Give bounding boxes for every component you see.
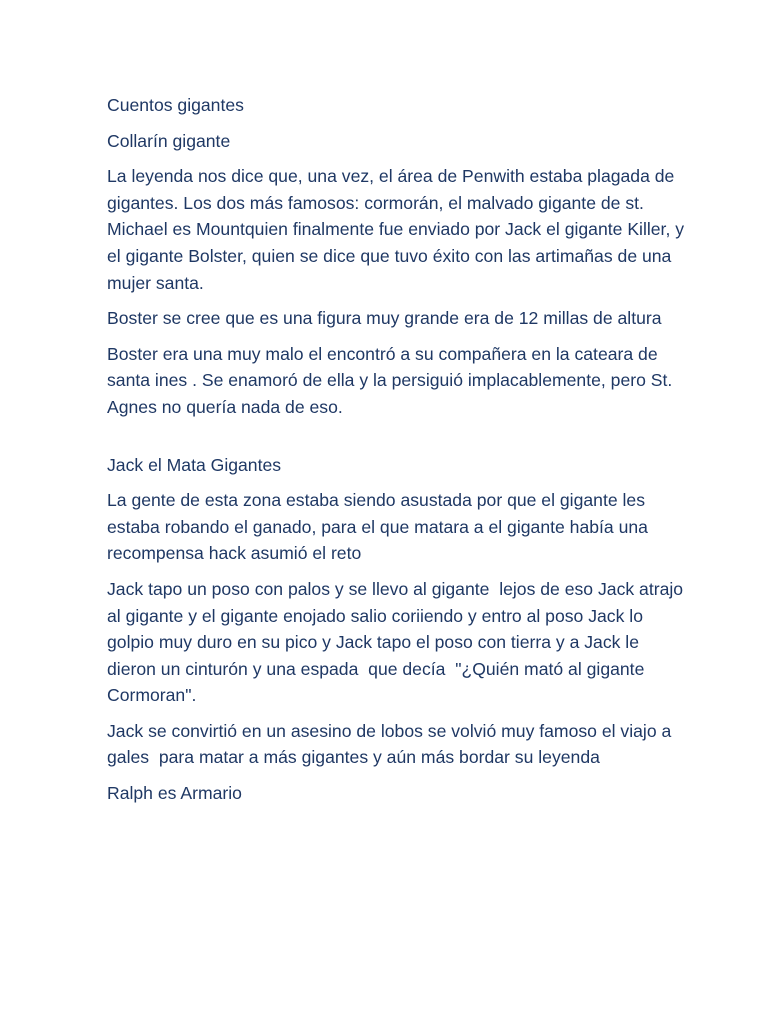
document-title: Cuentos gigantes — [107, 95, 244, 115]
paragraph: Jack tapo un poso con palos y se llevo al gigante lejos de eso Jack atrajo al gigante y el gigante enojado salio coriiendo y entro al poso Jack lo golpio muy duro en su pico y Jack tapo el poso con tierra y a Jack le dieron un cinturón y una espada que decía "¿Quién mató al gigante Cormoran". — [107, 578, 688, 706]
paragraph: Boster se cree que es una figura muy grande era de 12 millas de altura — [107, 308, 662, 329]
paragraph: La leyenda nos dice que, una vez, el área de Penwith estaba plagada de gigantes. Los dos más famosos: cormorán, el malvado gigante de st. Michael es Mountquien finalmente fue enviado por Jack el gigante Killer, y el gigante Bolster, quien se dice que tuvo éxito con las artimañas de una mujer santa. — [107, 166, 689, 293]
paragraph: Boster era una muy malo el encontró a su compañera en la cateara de santa ines . Se enamoró de ella y la persiguió implacablemente, pero St. Agnes no quería nada de eso. — [107, 343, 677, 417]
paragraph: Ralph es Armario — [107, 783, 242, 804]
paragraph: Jack se convirtió en un asesino de lobos se volvió muy famoso el viajo a gales para matar a más gigantes y aún más bordar su leyenda — [107, 720, 677, 768]
section-heading-collarin: Collarín gigante — [107, 130, 231, 151]
document-body — [107, 92, 687, 816]
section-heading-jack: Jack el Mata Gigantes — [107, 454, 282, 475]
paragraph: La gente de esta zona estaba siendo asustada por que el gigante les estaba robando el ganado, para el que matara a el gigante había una recompensa hack asumió el reto — [107, 490, 653, 564]
